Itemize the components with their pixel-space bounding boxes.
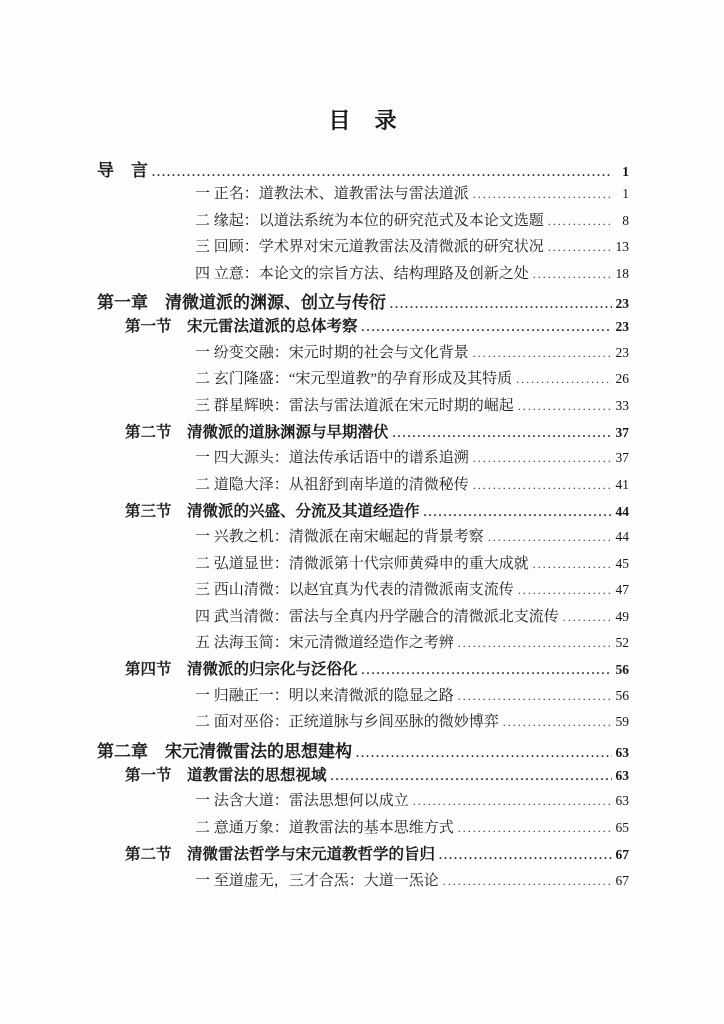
- dot-leader: [473, 478, 612, 493]
- toc-entry-label: 第一节 宋元雷法道派的总体考察: [125, 318, 358, 336]
- toc-entry-page: 45: [615, 555, 629, 571]
- dot-leader: [362, 320, 612, 335]
- toc-entry-item: [97, 684, 629, 710]
- dot-leader: [473, 451, 612, 466]
- toc-entry-label: 三 群星辉映：雷法与雷法道派在宋元时期的崛起: [195, 397, 514, 414]
- toc-list: [97, 156, 629, 895]
- toc-entry-page: 23: [615, 295, 629, 311]
- toc-entry-label: 一 法含大道：雷法思想何以成立: [195, 793, 409, 810]
- toc-entry-label: 三 回顾：学术界对宋元道教雷法及清微派的研究状况: [195, 239, 544, 256]
- toc-entry-page: 56: [615, 662, 629, 678]
- toc-entry-page: 67: [615, 872, 629, 888]
- dot-leader: [362, 663, 612, 678]
- toc-entry-page: 26: [615, 371, 629, 387]
- toc-entry-section: [97, 763, 629, 789]
- dot-leader: [473, 187, 612, 202]
- toc-entry-label: 一 纷变交融：宋元时期的社会与文化背景: [195, 344, 469, 361]
- toc-entry-section: [97, 499, 629, 525]
- toc-entry-item: [97, 341, 629, 367]
- toc-entry-label: 四 武当清微：雷法与全真内丹学融合的清微派北支流传: [195, 608, 559, 625]
- dot-leader: [152, 165, 612, 180]
- toc-entry-page: 18: [615, 265, 629, 281]
- dot-leader: [548, 214, 612, 229]
- toc-entry-item: [97, 525, 629, 551]
- toc-entry-chapter: [97, 288, 629, 314]
- dot-leader: [443, 874, 612, 889]
- dot-leader: [356, 746, 612, 761]
- toc-entry-label: 第三节 清微派的兴盛、分流及其道经造作: [125, 503, 420, 521]
- toc-entry-label: 二 弘道显世：清微派第十代宗师黄舜申的重大成就: [195, 555, 529, 572]
- dot-leader: [458, 821, 612, 836]
- toc-entry-label: 导 言: [97, 161, 148, 180]
- toc-entry-item: [97, 182, 629, 208]
- dot-leader: [518, 399, 612, 414]
- dot-leader: [473, 346, 612, 361]
- toc-entry-page: 13: [615, 239, 629, 255]
- toc-entry-page: 49: [615, 608, 629, 624]
- toc-entry-section: [97, 314, 629, 340]
- toc-entry-label: 二 道隐大泽：从祖舒到南毕道的清微秘传: [195, 476, 469, 493]
- toc-entry-label: 一 归融正一：明以来清微派的隐显之路: [195, 687, 454, 704]
- toc-entry-label: 一 至道虚无，三才合炁：大道一炁论: [195, 872, 439, 889]
- toc-entry-item: [97, 710, 629, 736]
- toc-entry-section: [97, 420, 629, 446]
- toc-entry-item: [97, 446, 629, 472]
- dot-leader: [458, 689, 612, 704]
- toc-entry-label: 一 兴教之机：清微派在南宋崛起的背景考察: [195, 529, 484, 546]
- dot-leader: [390, 297, 612, 312]
- toc-entry-page: 8: [622, 212, 629, 228]
- toc-entry-page: 37: [615, 424, 629, 440]
- toc-entry-label: 四 立意：本论文的宗旨方法、结构理路及创新之处: [195, 265, 529, 282]
- toc-entry-item: [97, 869, 629, 895]
- toc-entry-label: 第一章 清微道派的渊源、创立与传衍: [97, 292, 386, 312]
- dot-leader: [533, 267, 612, 282]
- dot-leader: [563, 610, 612, 625]
- toc-entry-item: [97, 209, 629, 235]
- dot-leader: [488, 530, 612, 545]
- dot-leader: [518, 583, 612, 598]
- toc-entry-page: 1: [622, 164, 629, 179]
- dot-leader: [533, 557, 612, 572]
- toc-entry-label: 一 四大源头：道法传承话语中的谱系追溯: [195, 450, 469, 467]
- toc-entry-item: [97, 552, 629, 578]
- toc-entry-label: 五 法海玉简：宋元清微道经造作之考辨: [195, 635, 454, 652]
- toc-entry-label: 二 玄门隆盛：“宋元型道教”的孕育形成及其特质: [195, 371, 513, 388]
- toc-entry-page: 65: [615, 819, 629, 835]
- toc-entry-chapter: [97, 156, 629, 182]
- toc-entry-page: 47: [615, 582, 629, 598]
- toc-entry-section: [97, 657, 629, 683]
- toc-entry-item: [97, 605, 629, 631]
- toc-entry-page: 44: [615, 504, 629, 520]
- toc-entry-label: 第二章 宋元清微雷法的思想建构: [97, 741, 352, 761]
- toc-entry-item: [97, 473, 629, 499]
- toc-entry-item: [97, 367, 629, 393]
- toc-entry-item: [97, 394, 629, 420]
- toc-entry-label: 二 缘起：以道法系统为本位的研究范式及本论文选题: [195, 212, 544, 229]
- toc-entry-label: 一 正名：道教法术、道教雷法与雷法道派: [195, 186, 469, 203]
- toc-entry-page: 33: [615, 397, 629, 413]
- dot-leader: [503, 715, 612, 730]
- toc-entry-page: 41: [615, 476, 629, 492]
- page-title: 目 录: [328, 108, 398, 133]
- toc-entry-item: [97, 578, 629, 604]
- dot-leader: [548, 240, 612, 255]
- toc-entry-label: 二 意通万象：道教雷法的基本思维方式: [195, 819, 454, 836]
- toc-entry-page: 63: [615, 744, 629, 760]
- toc-entry-label: 三 西山清微：以赵宜真为代表的清微派南支流传: [195, 582, 514, 599]
- toc-entry-page: 56: [615, 687, 629, 703]
- toc-entry-item: [97, 235, 629, 261]
- dot-leader: [458, 636, 612, 651]
- dot-leader: [331, 769, 612, 784]
- dot-leader: [413, 794, 612, 809]
- toc-entry-item: [97, 631, 629, 657]
- dot-leader: [424, 505, 612, 520]
- toc-entry-label: 第二节 清微派的道脉渊源与早期潜伏: [125, 423, 389, 441]
- toc-entry-page: 1: [622, 186, 629, 202]
- toc-entry-label: 第四节 清微派的归宗化与泛俗化: [125, 661, 358, 679]
- toc-entry-page: 23: [615, 319, 629, 335]
- toc-entry-page: 52: [615, 635, 629, 651]
- toc-entry-label: 二 面对巫俗：正统道脉与乡闾巫脉的微妙博弈: [195, 714, 499, 731]
- toc-entry-page: 59: [615, 714, 629, 730]
- toc-entry-chapter: [97, 737, 629, 763]
- dot-leader: [439, 848, 612, 863]
- toc-entry-page: 23: [615, 344, 629, 360]
- toc-entry-item: [97, 789, 629, 815]
- toc-entry-page: 37: [615, 450, 629, 466]
- toc-entry-page: 63: [615, 793, 629, 809]
- toc-entry-page: 63: [615, 767, 629, 783]
- toc-entry-label: 第一节 道教雷法的思想视域: [125, 766, 327, 784]
- toc-entry-section: [97, 842, 629, 868]
- toc-entry-page: 67: [615, 847, 629, 863]
- dot-leader: [393, 426, 612, 441]
- toc-entry-label: 第二节 清微雷法哲学与宋元道教哲学的旨归: [125, 846, 436, 864]
- toc-entry-page: 44: [615, 529, 629, 545]
- dot-leader: [516, 372, 612, 387]
- toc-entry-item: [97, 262, 629, 288]
- toc-entry-item: [97, 816, 629, 842]
